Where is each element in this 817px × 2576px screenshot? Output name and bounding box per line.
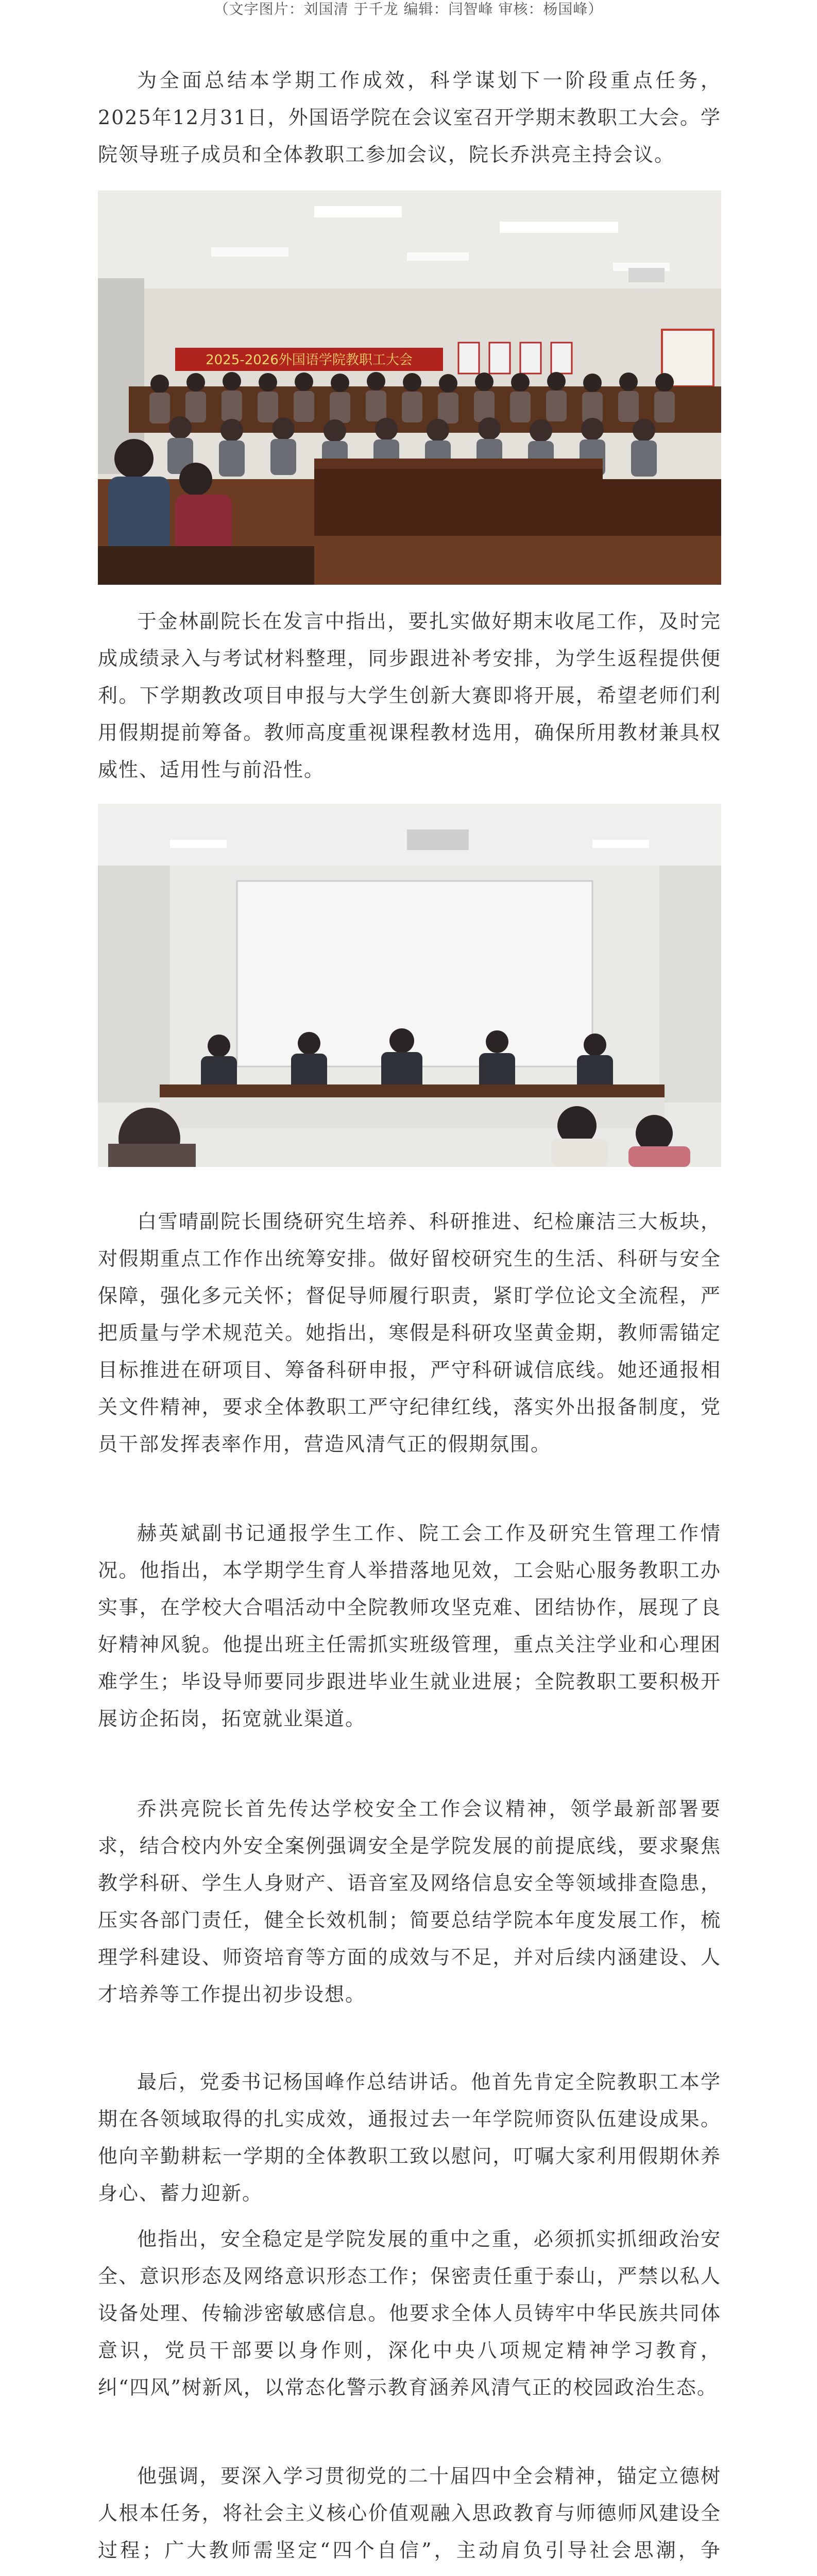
- article-paragraph-5: 乔洪亮院长首先传达学校安全工作会议精神，领学最新部署要求，结合校内外安全案例强调安全是学院发展的前提底线，要求聚焦教学科研、学生人身财产、语音室及网络信息安全等领域排查隐患，压实各部门责任，健全长效机制；简要总结学院本年度发展工作，梳理学科建设、师资培育等方面的成效与不足，并对后续内涵建设、人才培养等工作提出初步设想。: [98, 1798, 721, 2006]
- article-paragraph-3: 白雪晴副院长围绕研究生培养、科研推进、纪检廉洁三大板块，对假期重点工作作出统筹安排。做好留校研究生的生活、科研与安全保障，强化多元关怀；督促导师履行职责，紧盯学位论文全流程，严把质量与学术规范关。她指出，寒假是科研攻坚黄金期，教师需锚定目标推进在研项目、筹备科研申报，严守科研诚信底线。她还通报相关文件精神，要求全体教职工严守纪律红线，落实外出报备制度，党员干部发挥表率作用，营造风清气正的假期氛围。: [98, 1210, 721, 1455]
- meeting-hall-illustration: [98, 191, 721, 585]
- head-table-photo: [98, 804, 721, 1167]
- article-paragraph-7: 他指出，安全稳定是学院发展的重中之重，必须抓实抓细政治安全、意识形态及网络意识形态工作；保密责任重于泰山，严禁以私人设备处理、传输涉密敏感信息。他要求全体人员铸牢中华民族共同体意识，党员干部要以身作则，深化中央八项规定精神学习教育，纠“四风”树新风，以常态化警示教育涵养风清气正的校园政治生态。: [98, 2228, 721, 2399]
- article-paragraph-6: 最后，党委书记杨国峰作总结讲话。他首先肯定全院教职工本学期在各领域取得的扎实成效，通报过去一年学院师资队伍建设成果。他向辛勤耕耘一学期的全体教职工致以慰问，叮嘱大家利用假期休养身心、蓄力迎新。: [98, 2071, 721, 2205]
- article-paragraph-8: 他强调，要深入学习贯彻党的二十届四中全会精神，锚定立德树人根本任务，将社会主义核心价值观融入思政教育与师德师风建设全过程；广大教师需坚定“四个自信”，主动肩负引导社会思潮，争: [98, 2465, 721, 2562]
- article-paragraph-4: 赫英斌副书记通报学生工作、院工会工作及研究生管理工作情况。他指出，本学期学生育人举措落地见效，工会贴心服务教职工办实事，在学校大合唱活动中全院教师攻坚克难、团结协作，展现了良好精神风貌。他提出班主任需抓实班级管理，重点关注学业和心理困难学生；毕设导师要同步跟进毕业生就业进展；全院教职工要积极开展访企拓岗，拓宽就业渠道。: [98, 1522, 721, 1730]
- head-table-illustration: [98, 804, 721, 1167]
- meeting-hall-photo: [98, 191, 721, 585]
- photo-credit: （文字图片：刘国清 于千龙 编辑：闫智峰 审核：杨国峰）: [214, 1, 603, 18]
- article-paragraph-1: 为全面总结本学期工作成效，科学谋划下一阶段重点任务，2025年12月31日，外国语学院在会议室召开学期末教职工大会。学院领导班子成员和全体教职工参加会议，院长乔洪亮主持会议。: [98, 69, 721, 166]
- banner-text: 2025-2026外国语学院教职工大会: [206, 352, 413, 368]
- article-paragraph-2: 于金林副院长在发言中指出，要扎实做好期末收尾工作，及时完成成绩录入与考试材料整理，同步跟进补考安排，为学生返程提供便利。下学期教改项目申报与大学生创新大赛即将开展，希望老师们利用假期提前筹备。教师高度重视课程教材选用，确保所用教材兼具权威性、适用性与前沿性。: [98, 610, 721, 781]
